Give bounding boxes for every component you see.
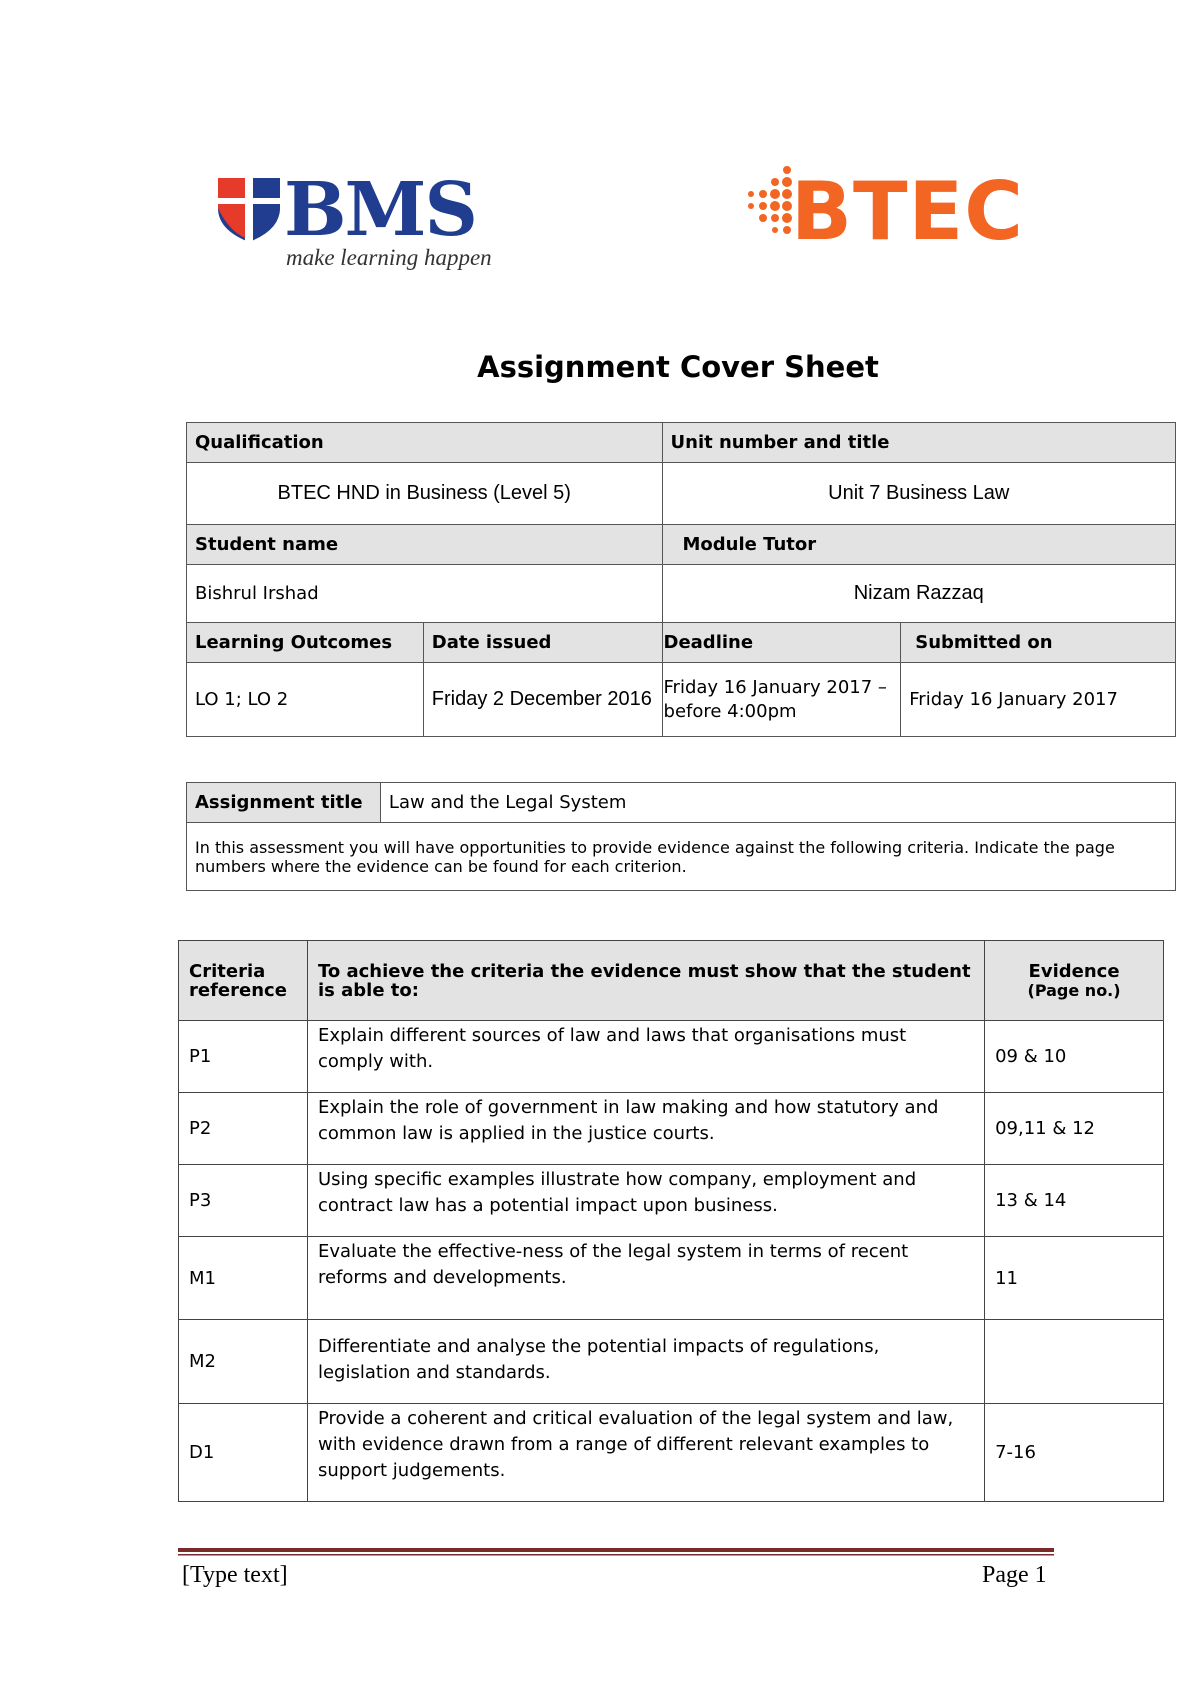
criteria-table xyxy=(178,940,1164,1502)
assignment-title-value: Law and the Legal System xyxy=(380,783,1175,823)
criteria-ref-header: Criteria reference xyxy=(179,941,308,1021)
outcomes-value: LO 1; LO 2 xyxy=(187,663,424,737)
bms-tagline: make learning happen xyxy=(286,245,492,270)
criteria-text: Using specific examples illustrate how company, employment and contract law has a potential impact upon business. xyxy=(307,1165,984,1237)
outcomes-label: Learning Outcomes xyxy=(187,623,424,663)
criteria-ref: P1 xyxy=(179,1021,308,1093)
unit-value: Unit 7 Business Law xyxy=(662,463,1175,525)
footer-page-number: Page 1 xyxy=(982,1562,1047,1588)
btec-wordmark: BTEC xyxy=(791,165,1024,258)
criteria-ref: P2 xyxy=(179,1093,308,1165)
issued-label: Date issued xyxy=(423,623,662,663)
criteria-evidence: 11 xyxy=(985,1237,1164,1320)
bms-wordmark: BMS xyxy=(284,167,476,253)
btec-logo xyxy=(745,164,1045,274)
tutor-value: Nizam Razzaq xyxy=(662,565,1175,623)
criteria-evidence: 09 & 10 xyxy=(985,1021,1164,1093)
bms-logo xyxy=(218,167,498,280)
evidence-header-sub: (Page no.) xyxy=(1027,980,1121,1000)
criteria-evidence: 7-16 xyxy=(985,1404,1164,1502)
criteria-text: Differentiate and analyse the potential impacts of regulations, legislation and standards. xyxy=(307,1320,984,1404)
criteria-text: Explain the role of government in law making and how statutory and common law is applied in the justice courts. xyxy=(307,1093,984,1165)
tutor-label: Module Tutor xyxy=(662,525,1175,565)
page-title: Assignment Cover Sheet xyxy=(477,350,879,384)
criteria-row xyxy=(179,1404,1164,1502)
assignment-table xyxy=(186,782,1176,891)
footer-left-text: [Type text] xyxy=(182,1562,288,1588)
criteria-row xyxy=(179,1237,1164,1320)
bms-shield-icon xyxy=(218,178,280,242)
criteria-ref: D1 xyxy=(179,1404,308,1502)
issued-value: Friday 2 December 2016 xyxy=(423,663,662,737)
student-value: Bishrul Irshad xyxy=(187,565,663,623)
criteria-text: Evaluate the effective-ness of the legal system in terms of recent reforms and developments. xyxy=(307,1237,984,1320)
criteria-ref: M1 xyxy=(179,1237,308,1320)
criteria-row xyxy=(179,1093,1164,1165)
deadline-value: Friday 16 January 2017 – before 4:00pm xyxy=(662,663,901,737)
criteria-row xyxy=(179,1320,1164,1404)
criteria-evidence: 09,11 & 12 xyxy=(985,1093,1164,1165)
info-table xyxy=(186,422,1176,737)
assignment-instructions: In this assessment you will have opportunities to provide evidence against the following criteria. Indicate the page numbers where the evidence can be found for each criterion. xyxy=(187,823,1176,891)
submitted-value: Friday 16 January 2017 xyxy=(901,663,1176,737)
deadline-label: Deadline xyxy=(662,623,901,663)
unit-label: Unit number and title xyxy=(662,423,1175,463)
assignment-title-label: Assignment title xyxy=(187,783,381,823)
evidence-header-label: Evidence xyxy=(1028,960,1120,982)
criteria-ref: M2 xyxy=(179,1320,308,1404)
criteria-evidence: 13 & 14 xyxy=(985,1165,1164,1237)
criteria-evidence xyxy=(985,1320,1164,1404)
evidence-header xyxy=(985,941,1164,1021)
student-label: Student name xyxy=(187,525,663,565)
submitted-label: Submitted on xyxy=(901,623,1176,663)
qualification-label: Qualification xyxy=(187,423,663,463)
footer-divider xyxy=(178,1548,1054,1556)
criteria-ref: P3 xyxy=(179,1165,308,1237)
criteria-text: Provide a coherent and critical evaluation of the legal system and law, with evidence drawn from a range of different relevant examples to support judgements. xyxy=(307,1404,984,1502)
criteria-row xyxy=(179,1021,1164,1093)
criteria-row xyxy=(179,1165,1164,1237)
qualification-value: BTEC HND in Business (Level 5) xyxy=(187,463,663,525)
criteria-desc-header: To achieve the criteria the evidence must show that the student is able to: xyxy=(307,941,984,1021)
criteria-text: Explain different sources of law and laws that organisations must comply with. xyxy=(307,1021,984,1093)
